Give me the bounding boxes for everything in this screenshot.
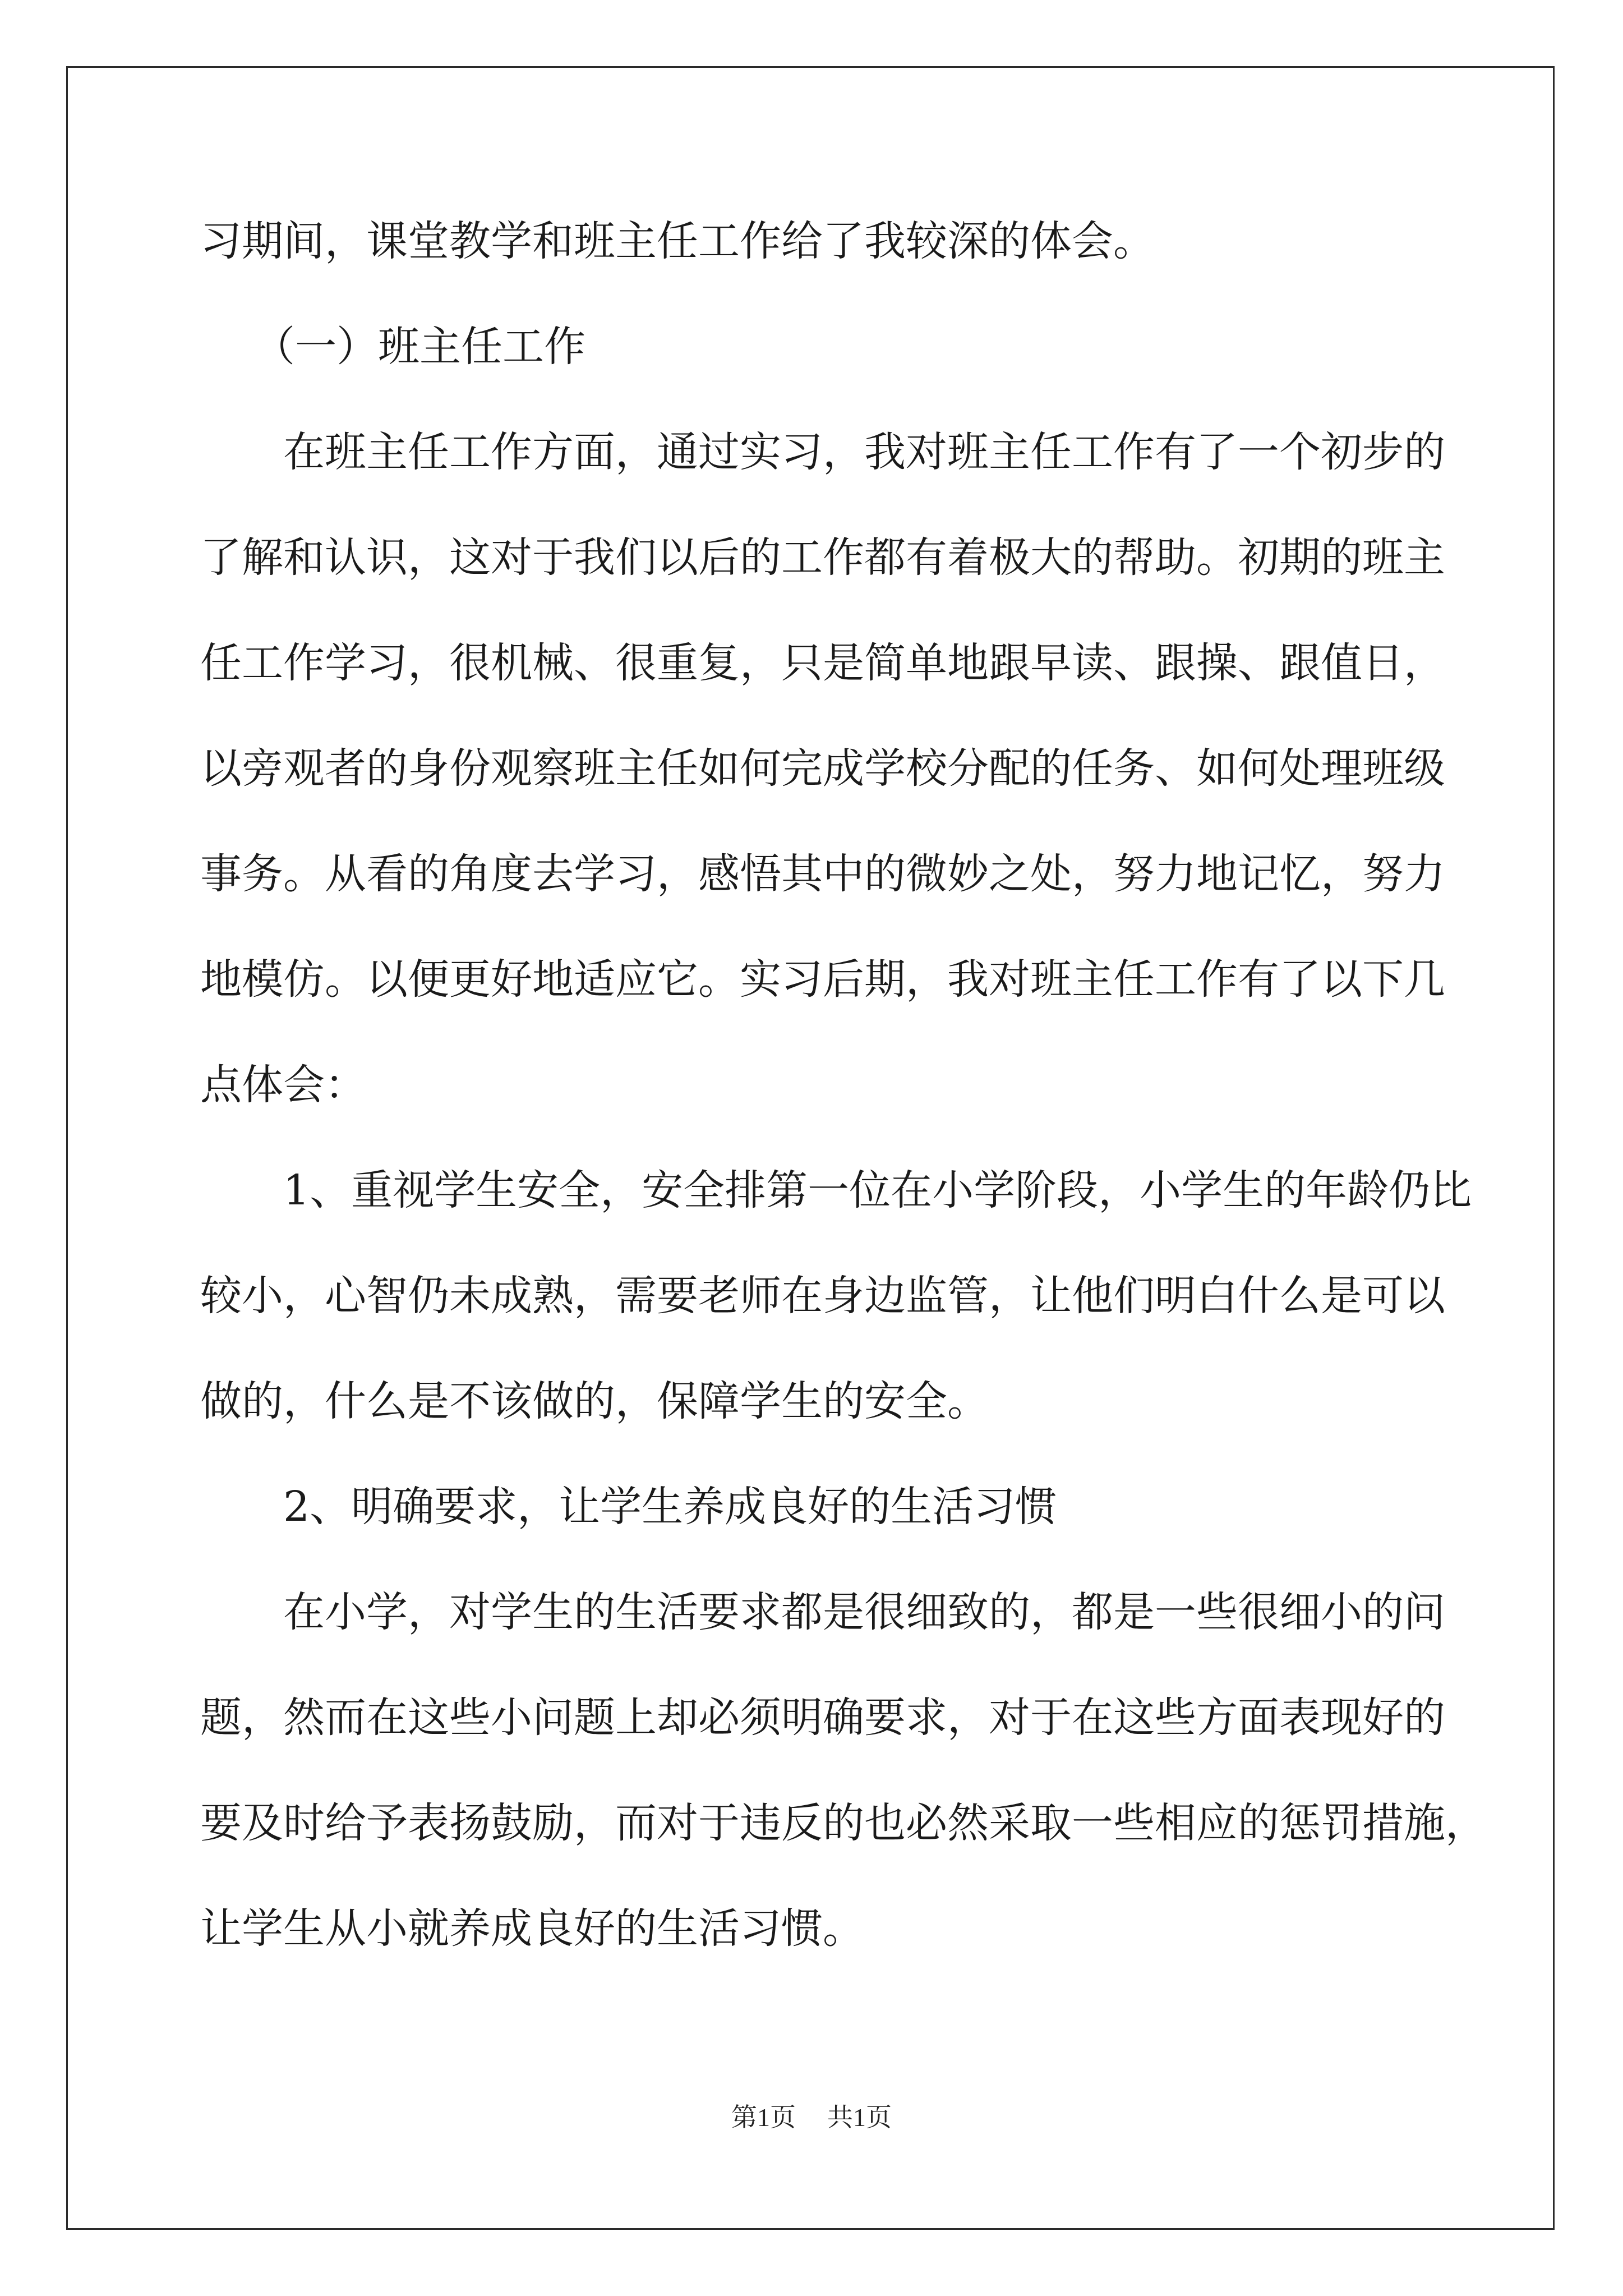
list-item-heading: 2、明确要求，让学生养成良好的生活习惯 [283, 1483, 1057, 1531]
text-line: 让学生从小就养成良好的生活习惯。 [200, 1904, 864, 1953]
page-number: 第1页 [731, 2103, 796, 2132]
text-line: 要及时给予表扬鼓励，而对于违反的也必然采取一些相应的惩罚措施， [200, 1799, 1487, 1847]
text-line: 任工作学习，很机械、很重复，只是简单地跟早读、跟操、跟值日， [200, 639, 1445, 687]
list-item-heading: 1、重视学生安全，安全排第一位在小学阶段，小学生的年龄仍比 [283, 1166, 1472, 1214]
text-line: 以旁观者的身份观察班主任如何完成学校分配的任务、如何处理班级 [200, 744, 1445, 793]
page-total: 共1页 [827, 2103, 892, 2132]
text-line: 在班主任工作方面，通过实习，我对班主任工作有了一个初步的 [283, 428, 1445, 476]
text-line: 题，然而在这些小问题上却必须明确要求，对于在这些方面表现好的 [200, 1694, 1445, 1742]
text-line: 地模仿。以便更好地适应它。实习后期，我对班主任工作有了以下几 [200, 955, 1445, 1004]
text-line: 习期间，课堂教学和班主任工作给了我较深的体会。 [200, 217, 1155, 265]
text-line: 事务。从看的角度去学习，感悟其中的微妙之处，努力地记忆，努力 [200, 850, 1445, 898]
page-footer [0, 2101, 1623, 2134]
text-line: 点体会： [200, 1061, 366, 1109]
text-line: 做的，什么是不该做的，保障学生的安全。 [200, 1377, 989, 1425]
text-line: 在小学，对学生的生活要求都是很细致的，都是一些很细小的问 [283, 1588, 1445, 1636]
text-line: 了解和认识，这对于我们以后的工作都有着极大的帮助。初期的班主 [200, 533, 1445, 582]
text-line: 较小，心智仍未成熟，需要老师在身边监管，让他们明白什么是可以 [200, 1272, 1445, 1320]
section-heading: （一）班主任工作 [253, 323, 585, 371]
